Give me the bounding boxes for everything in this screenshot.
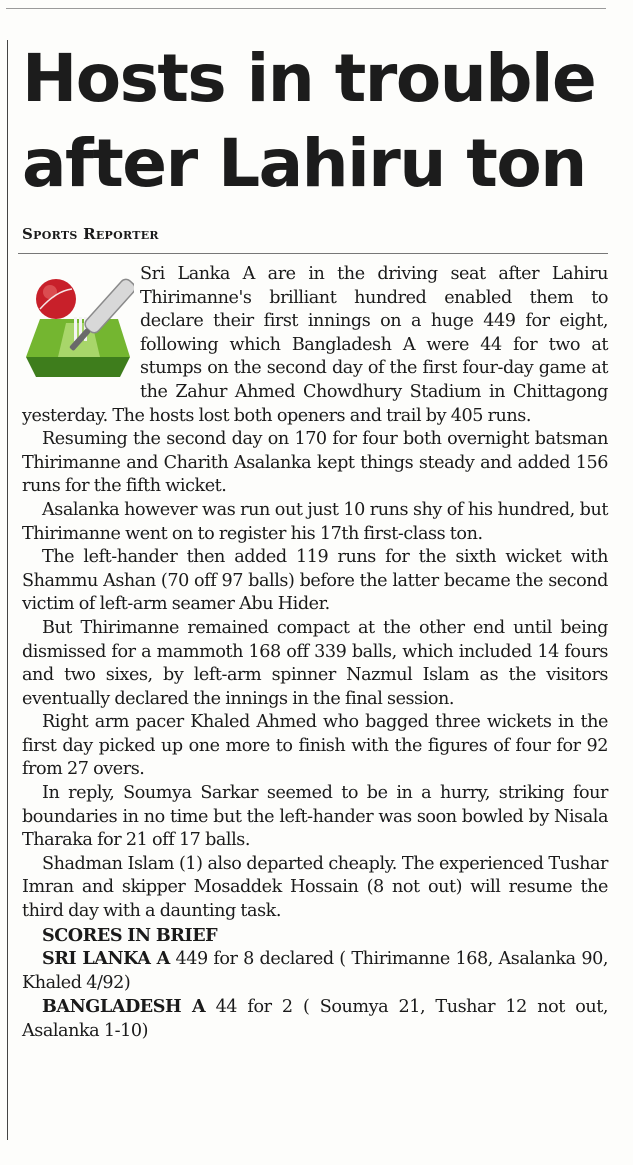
paragraph: The left-hander then added 119 runs for the sixth wicket with Shammu Ashan (70 off 97 balls) before the latter became the second victim of left-arm seamer Abu Hider. (22, 547, 608, 615)
score-detail: 44 for 2 ( Soumya 21, Tushar 12 not out, Asalanka 1-10) (22, 997, 608, 1041)
top-rule (6, 8, 606, 9)
column-rule (7, 40, 8, 1140)
score-line (22, 947, 608, 995)
team-name: SRI LANKA A (42, 948, 170, 970)
paragraph: Right arm pacer Khaled Ahmed who bagged three wickets in the first day picked up one more to finish with the figures of four for 92 from 27 overs. (22, 712, 608, 780)
team-name: BANGLADESH A (42, 996, 206, 1018)
byline-divider (18, 253, 608, 254)
paragraph: Resuming the second day on 170 for four both overnight batsman Thirimanne and Charith Asalanka kept things steady and added 156 runs for the fifth wicket. (22, 429, 608, 497)
score-line (22, 995, 608, 1043)
paragraph: Asalanka however was run out just 10 runs shy of his hundred, but Thirimanne went on to register his 17th first-class ton. (22, 499, 608, 544)
paragraph: Sri Lanka A are in the driving seat after Lahiru Thirimanne's brilliant hundred enabled them to declare their first innings on a huge 449 for eight, following which Bangladesh A were 44 for two at stumps on the second day of the first four-day game at the Zahur Ahmed Chowdhury Stadium in Chittagong yesterday. The hosts lost both openers and trail by 405 runs. (22, 264, 608, 426)
paragraph: Shadman Islam (1) also departed cheaply. The experienced Tushar Imran and skipper Mosaddek Hossain (8 not out) will resume the third day with a daunting task. (22, 853, 608, 922)
scores-in-brief (22, 924, 608, 1044)
headline: Hosts in trouble after Lahiru ton (22, 40, 596, 202)
scores-heading: SCORES IN BRIEF (42, 924, 218, 946)
byline: Sports Reporter (22, 225, 159, 243)
article-body (22, 263, 608, 1044)
paragraph: In reply, Soumya Sarkar seemed to be in a hurry, striking four boundaries in no time but the left-hander was soon bowled by Nisala Tharaka for 21 off 17 balls. (22, 783, 608, 851)
paragraph: But Thirimanne remained compact at the other end until being dismissed for a mammoth 168 off 339 balls, which included 14 fours and two sixes, by left-arm spinner Nazmul Islam as the visitors eventually declared the innings in the final session. (22, 617, 608, 709)
score-detail: 449 for 8 declared ( Thirimanne 168, Asalanka 90, Khaled 4/92) (22, 949, 608, 993)
